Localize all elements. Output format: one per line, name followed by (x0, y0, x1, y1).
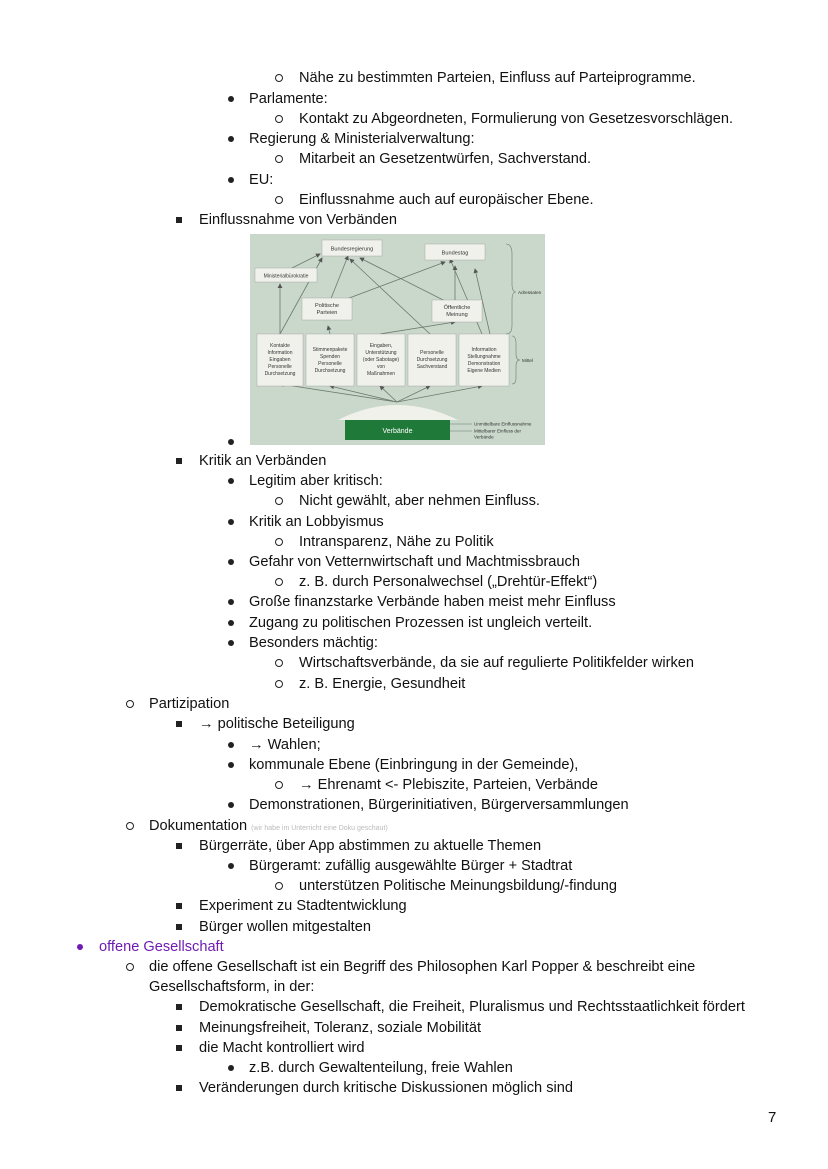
box3-line: Unterstützung (365, 350, 397, 356)
text-line: Regierung & Ministerialverwaltung: (249, 131, 475, 147)
label-meinung-2: Meinung (446, 312, 468, 318)
box4-line: Personelle (420, 350, 444, 356)
text-line: → politische Beteiligung (199, 716, 355, 732)
text-line: → Wahlen; (249, 737, 321, 753)
dokumentation-label: Dokumentation (149, 818, 248, 834)
box4-line: Sachverstand (416, 364, 448, 370)
text-line: Zugang zu politischen Prozessen ist ungleich verteilt. (249, 615, 593, 631)
text-line: → Ehrenamt <- Plebiszite, Parteien, Verbände (299, 777, 598, 793)
legend-unmittelbar: Unmittelbare Einflussnahme (474, 421, 532, 427)
box3-line: (oder Sabotage) (362, 357, 400, 363)
box5-line: Demonstration (467, 361, 501, 367)
page-number: 7 (768, 1109, 777, 1126)
text-line: Experiment zu Stadtentwicklung (199, 898, 407, 914)
text-line: Veränderungen durch kritische Diskussionen möglich sind (199, 1080, 573, 1096)
text-line: Partizipation (149, 696, 230, 712)
section-heading: offene Gesellschaft (99, 939, 224, 955)
text-line: Besonders mächtig: (249, 635, 378, 651)
text-line: Nähe zu bestimmten Parteien, Einfluss auf Parteiprogramme. (299, 70, 696, 86)
text-line: Bürger wollen mitgestalten (199, 919, 371, 935)
label-ministerial: Ministerialbürokratie (263, 273, 309, 280)
text-line: Demonstrationen, Bürgerinitiativen, Bürgerversammlungen (249, 797, 629, 813)
box2-line: Stimmenpakete (312, 347, 348, 353)
label-bundestag: Bundestag (441, 250, 469, 257)
text-line: z.B. durch Gewaltenteilung, freie Wahlen (249, 1060, 513, 1076)
box4-line: Durchsetzung (416, 357, 448, 363)
text-line: Kontakt zu Abgeordneten, Formulierung von Gesetzesvorschlägen. (299, 111, 734, 127)
text-line: Wirtschaftsverbände, da sie auf regulierte Politikfelder wirken (299, 655, 695, 671)
text-line: Meinungsfreiheit, Toleranz, soziale Mobilität (199, 1020, 482, 1036)
box5-line: Information (471, 347, 497, 353)
text-line: die Macht kontrolliert wird (199, 1040, 365, 1056)
box3-line: Eingaben, (369, 343, 393, 349)
box1-line: Kontakte (270, 343, 290, 349)
text-line: Kritik an Verbänden (199, 453, 327, 469)
box2-line: Spenden (319, 354, 341, 360)
label-parteien-2: Parteien (316, 310, 338, 316)
label-mittel: Mittel (522, 358, 533, 363)
box1-line: Personelle (268, 364, 292, 370)
box-mittel-5 (459, 334, 509, 386)
text-line: kommunale Ebene (Einbringung in der Gemeinde), (249, 757, 579, 773)
text-line: Nicht gewählt, aber nehmen Einfluss. (299, 493, 540, 509)
box1-line: Information (267, 350, 293, 356)
box5-line: Stellungnahme (467, 354, 501, 360)
box1-line: Eingaben (269, 357, 291, 363)
text-line: z. B. durch Personalwechsel („Drehtür-Effekt“) (299, 574, 598, 590)
text-line: Große finanzstarke Verbände haben meist mehr Einfluss (249, 594, 616, 610)
box2-line: Personelle (318, 361, 342, 367)
label-adressaten: Adressaten (518, 290, 542, 295)
text-line: Einflussnahme auch auf europäischer Ebene. (299, 192, 594, 208)
text-line: Intransparenz, Nähe zu Politik (299, 534, 494, 550)
label-bundesregierung: Bundesregierung (330, 246, 374, 253)
box3-line: Maßnahmen (366, 371, 396, 377)
text-line: unterstützen Politische Meinungsbildung/-findung (299, 878, 618, 894)
legend-mittelbar-1: Mittelbarer Einfluss der (474, 428, 521, 434)
text-line: z. B. Energie, Gesundheit (299, 676, 466, 692)
text-line: Einflussnahme von Verbänden (199, 212, 397, 228)
legend-mittelbar-2: Verbände (474, 434, 494, 440)
verbaende-diagram (250, 234, 545, 445)
box-parteien (302, 298, 352, 320)
text-line: Gefahr von Vetternwirtschaft und Machtmissbrauch (249, 554, 580, 570)
label-meinung-1: Öffentliche (443, 305, 471, 311)
box2-line: Durchsetzung (314, 368, 346, 374)
dokumentation-note: (wir habe im Unterricht eine Doku geschaut) (251, 825, 388, 832)
text-line: Mitarbeit an Gesetzentwürfen, Sachverstand. (299, 151, 592, 167)
text-line: Bürgerräte, über App abstimmen zu aktuelle Themen (199, 838, 542, 854)
label-parteien-1: Politische (315, 303, 339, 309)
text-line: Demokratische Gesellschaft, die Freiheit, Pluralismus und Rechtsstaatlichkeit fördert (199, 999, 745, 1015)
box5-line: Eigene Medien (467, 368, 501, 374)
text-line: Legitim aber kritisch: (249, 473, 383, 489)
box3-line: von (376, 364, 386, 370)
box-meinung (432, 300, 482, 322)
text-line: Parlamente: (249, 91, 328, 107)
text-line: Gesellschaftsform, in der: (149, 979, 315, 995)
text-line: die offene Gesellschaft ist ein Begriff des Philosophen Karl Popper & beschreibt eine (149, 959, 696, 975)
label-verbaende: Verbände (382, 428, 413, 435)
text-line: Kritik an Lobbyismus (249, 514, 384, 530)
text-line: EU: (249, 172, 274, 188)
box1-line: Durchsetzung (264, 371, 296, 377)
box-mittel-2 (306, 334, 354, 386)
text-line: Bürgeramt: zufällig ausgewählte Bürger + Stadtrat (249, 858, 573, 874)
